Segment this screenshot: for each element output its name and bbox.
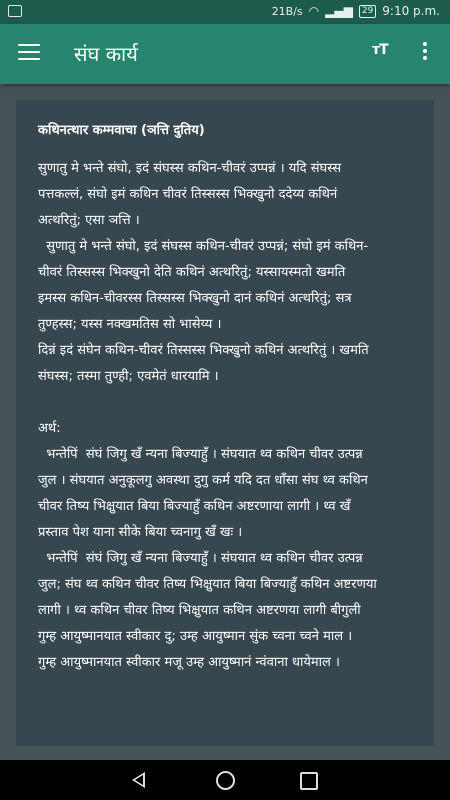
text-line: लागी । थ्व कथिन चीवर तिष्य भिक्षुयात कथिन अष्टरणया लागी बीगुली: [38, 603, 361, 618]
text-line: जुल । संघयात अनुकूलगु अवस्था दुगु कर्म यदि दत धाँसा संघ थ्व कथिन: [38, 473, 368, 488]
app-bar: [0, 24, 450, 84]
wifi-icon: ◠: [308, 4, 320, 18]
status-bar: [0, 0, 450, 24]
text-line: भन्तेपिं संघं जिगु खँ न्यना बिज्याहुँ । संघयात थ्व कथिन चीवर उत्पन्न: [38, 447, 363, 462]
navigation-bar: [0, 760, 450, 800]
text-line: गुम्ह आयुष्मानयात स्वीकार मजू उम्ह आयुष्मानं न्वंवाना धायेमाल ।: [38, 655, 340, 670]
text-line: अत्थरितुं; एसा ञत्ति ।: [38, 213, 140, 228]
net-speed: 21B/s: [271, 4, 303, 18]
notification-icon: [8, 5, 22, 17]
document-card: [16, 100, 434, 746]
more-options-icon[interactable]: [420, 42, 430, 64]
text-line: भन्तेपिं संघं जिगु खँ न्यना बिज्याहुँ । संघयात थ्व कथिन चीवर उत्पन्न: [38, 551, 363, 566]
font-size-icon[interactable]: ᴛT: [372, 42, 388, 58]
text-line: तुण्हस्स; यस्स नक्खमतिस सो भासेय्य ।: [38, 317, 222, 332]
battery-icon: 29: [359, 5, 376, 18]
text-line: संघस्स; तस्मा तुण्ही; एवमेतं धारयामि ।: [38, 369, 219, 384]
document-body: [16, 100, 434, 676]
recent-apps-icon[interactable]: [300, 772, 318, 790]
back-icon[interactable]: [132, 772, 145, 788]
text-line: प्रस्ताव पेश याना सीके बिया च्वनागु खँ खः ।: [38, 525, 243, 540]
meaning-text: [38, 442, 412, 676]
signal-icon: ▂▄▆: [325, 4, 353, 18]
menu-icon[interactable]: [18, 44, 40, 62]
text-line: पत्तकल्लं, संघो इमं कथिन चीवरं तिस्सस्स भिक्खुनो ददेय्य कथिनं: [38, 187, 338, 202]
document-heading: कथिनत्थार कम्मवाचा (ञत्ति दुतिय): [38, 123, 205, 138]
meaning-label: अर्थ:: [38, 421, 61, 436]
text-line: चीवर तिष्य भिक्षुयात बिया बिज्याहुँ कथिन अष्टरणाया लागी । थ्व खँ: [38, 499, 351, 514]
text-line: गुम्ह आयुष्मानयात स्वीकार दु; उम्ह आयुष्मान सुंक च्वना च्वने माल ।: [38, 629, 353, 644]
text-line: दिन्नं इदं संघेन कथिन-चीवरं तिस्सस्स भिक्खुनो कथिनं अत्थरितुं । खमति: [38, 343, 369, 358]
text-line: सुणातु मे भन्ते संघो, इदं संघस्स कथिन-चीवरं उप्पन्नं; संघो इमं कथिन-: [38, 239, 369, 254]
text-line: इमस्स कथिन-चीवरस्स तिस्सस्स भिक्खुनो दानं कथिनं अत्थरितुं; सत्र: [38, 291, 352, 306]
text-line: जुल; संघ थ्व कथिन चीवर तिष्य भिक्षुयात बिया बिज्याहुँ कथिन अष्टरणया: [38, 577, 377, 592]
page-title: संघ कार्य: [74, 42, 138, 66]
clock: 9:10 p.m.: [382, 4, 440, 18]
pali-text: [38, 156, 412, 390]
text-line: चीवरं तिस्सस्स भिक्खुनो देति कथिनं अत्थरितुं; यस्सायस्मतो खमति: [38, 265, 346, 280]
status-right: [272, 4, 440, 18]
text-line: सुणातु मे भन्ते संघो, इदं संघस्स कथिन-चीवरं उप्पन्नं । यदि संघस्स: [38, 161, 342, 176]
home-icon[interactable]: [216, 771, 235, 790]
